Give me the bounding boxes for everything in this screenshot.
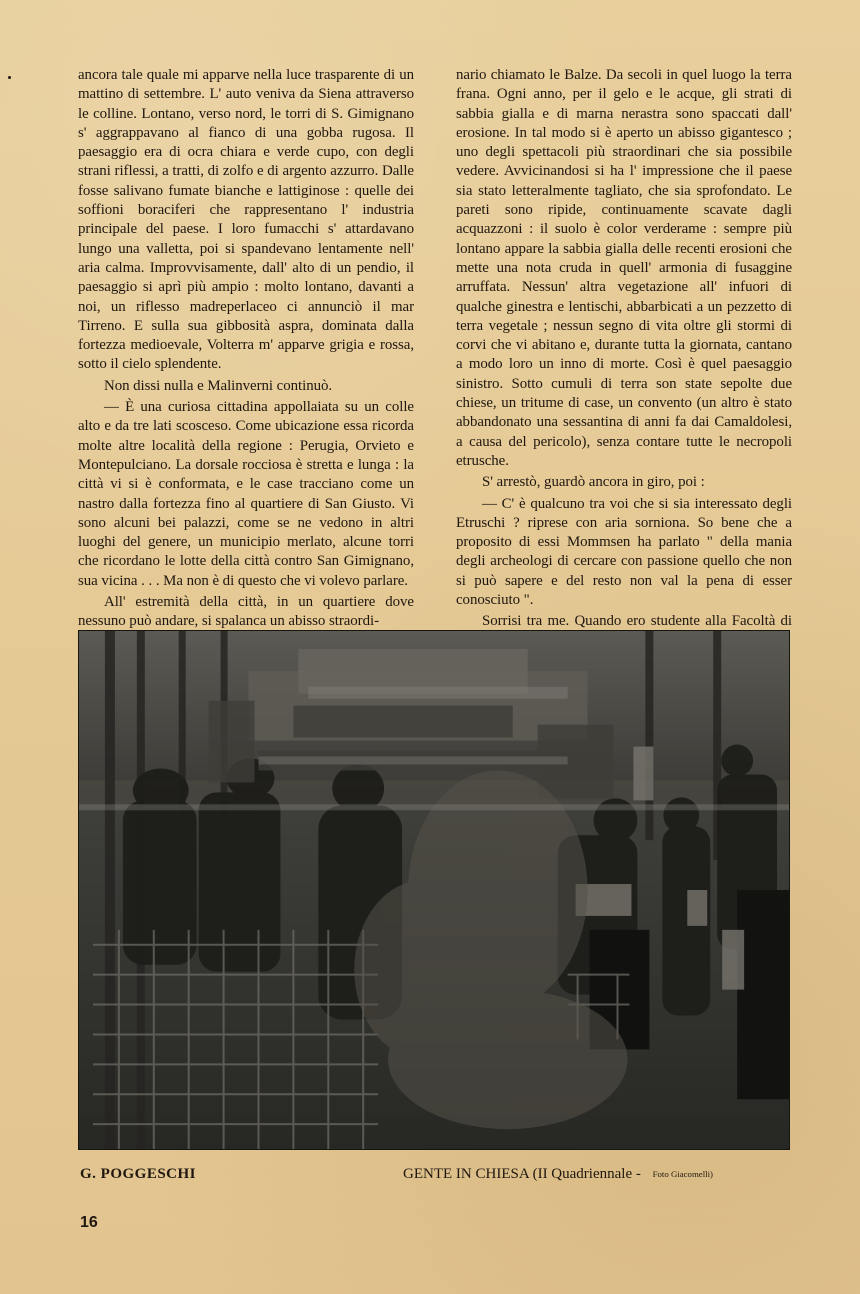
painting-reproduction	[78, 630, 790, 1150]
article-columns	[78, 66, 792, 630]
paragraph-6: S' arrestò, guardò ancora in giro, poi :	[482, 474, 705, 491]
paragraph-4: All' estremità della città, in un quartiere dove nessuno può andare, si spalanca un abisso straordi-	[78, 594, 414, 630]
paragraph-5: nario chiamato le Balze. Da secoli in quel luogo la terra frana. Ogni anno, per il gelo e le acque, gli strati di sabbia gialla e di marna nerastra sono spaccati dall' erosione. In tal modo si è aperto un abisso gigantesco ; uno degli spettacoli più straordinari che sia possibile vedere. Avvicinandosi si ha l' impressione che il paese sia stato letteralmente tagliato, che sia sprofondato. Le pareti sono ripide, continuamente scavate dagli acquazzoni : il suolo è color verderame : sempre più lontano appare la sabbia gialla delle recenti erosioni che mette una nota cruda in quell' armonia di fusaggine arruffata. Nessun' altra vegetazione all' infuori di qualche ginestra e lentischi, abbarbicati a un pezzetto di terra vegetale ; nessun segno di vita oltre gli stormi di corvi che vi abitano e, durante tutta la giornata, cantano a modo loro un inno di morte. Così è quel paesaggio sinistro. Sotto cumuli di terra son state sepolte due chiese, un tritume di case, un convento (un altro è stato abbandonato una sessantina di anni fa dai Camaldolesi, a causa del pericolo), senza contare tutte le necropoli etrusche.	[456, 67, 792, 469]
left-column	[78, 66, 414, 630]
paragraph-1: ancora tale quale mi apparve nella luce trasparente di un mattino di settembre. L' auto veniva da Siena attraverso le colline. Lontano, verso nord, le torri di S. Gimignano s' aggrappavano al fianco di una gobba rugosa. Il paesaggio era di ocra chiara e verde cupo, con degli strani riflessi, a tratti, di zolfo e di argento azzurro. Dalle fosse salivano fumate bianche e lattiginose : quelle dei soffioni boraciferi che rappresentano l' industria principale del paese. I loro fumacchi s' attardavano lungo una valletta, poi si spandevano lentamente nell' aria calma. Improvvisamente, dall' alto di un pendio, il paesaggio si aprì più ampio : molto lontano, davanti a noi, un riflesso madreperlaceo ci annunciò il mar Tirreno. E sulla sua gibbosità aspra, dominata dalla fortezza medioevale, Volterra m' apparve grigia e rossa, sotto il cielo splendente.	[78, 67, 414, 373]
right-column	[456, 66, 792, 630]
paragraph-2: Non dissi nulla e Malinverni continuò.	[104, 377, 333, 394]
paragraph-8: Sorrisi tra me. Quando ero studente alla Facoltà di	[482, 613, 792, 630]
page-number: 16	[80, 1214, 98, 1231]
artist-caption: G. POGGESCHI	[80, 1166, 197, 1182]
photo-credit: Foto Giacomelli)	[652, 1169, 713, 1179]
painting-image	[79, 631, 789, 1149]
paragraph-7: — C' è qualcuno tra voi che si sia interessato degli Etruschi ? riprese con aria sorniona. So bene che a proposito di essi Mommsen ha parlato " della mania degli archeologi di cercare con passione quello che non si può sapere e del resto non val la pena di esser conosciuto ".	[456, 495, 792, 609]
painting-title: GENTE IN CHIESA (II Quadriennale -	[403, 1166, 641, 1182]
page-speck	[8, 76, 11, 79]
paragraph-3: — È una curiosa cittadina appollaiata su un colle alto e da tre lati scosceso. Come ubicazione essa ricorda molte altre località della regione : Perugia, Orvieto e Montepulciano. La dorsale rocciosa è stretta e lunga : la città vi si è conformata, e le case tracciano come un nastro dalla fortezza fino al quartiere di San Giusto. Vi sono alcuni bei palazzi, come se ne vedono in altri luoghi del genere, un municipio merlato, alcune torri che ricordano le lotte della città contro San Gimignano, sua vicina . . . Ma non è di questo che vi volevo parlare.	[78, 399, 414, 589]
painting-caption	[403, 1166, 793, 1183]
